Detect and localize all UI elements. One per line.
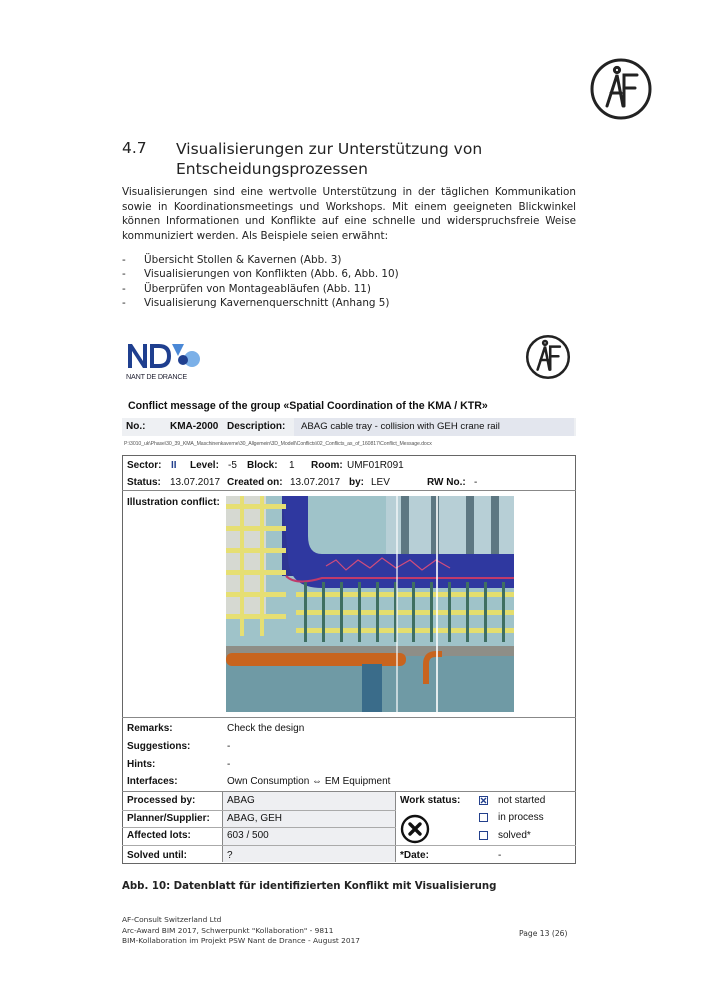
solved-label: Solved until: bbox=[127, 850, 187, 861]
footer-company: AF-Consult Switzerland Ltd bbox=[122, 915, 222, 924]
nant-de-drance-wordmark: NANT DE DRANCE bbox=[126, 372, 187, 381]
suggestions-label: Suggestions: bbox=[127, 741, 191, 752]
remarks-value: Check the design bbox=[227, 723, 305, 734]
lots-value: 603 / 500 bbox=[227, 830, 269, 841]
hints-label: Hints: bbox=[127, 759, 156, 770]
illustration-label: Illustration conflict: bbox=[127, 497, 220, 508]
not-started-label: not started bbox=[498, 795, 546, 806]
number-label: No.: bbox=[126, 421, 146, 432]
list-item: - Überprüfen von Montageabläufen (Abb. 11) bbox=[122, 282, 399, 296]
number-value: KMA-2000 bbox=[170, 421, 219, 432]
created-label: Created on: bbox=[227, 477, 283, 488]
af-logo-icon bbox=[590, 58, 652, 120]
room-value: UMF01R091 bbox=[347, 460, 404, 471]
by-value: LEV bbox=[371, 477, 390, 488]
conflict-illustration bbox=[226, 496, 514, 712]
list-item: - Visualisierung Kavernenquerschnitt (Anhang 5) bbox=[122, 296, 399, 310]
planner-value: ABAG, GEH bbox=[227, 813, 283, 824]
list-item: - Visualisierungen von Konflikten (Abb. 6, Abb. 10) bbox=[122, 267, 399, 281]
status-value: 13.07.2017 bbox=[170, 477, 221, 488]
footer-project: BIM-Kollaboration im Projekt PSW Nant de Drance - August 2017 bbox=[122, 936, 360, 945]
block-value: 1 bbox=[289, 460, 295, 471]
suggestions-value: - bbox=[227, 741, 231, 752]
date-value: - bbox=[498, 850, 502, 861]
processed-label: Processed by: bbox=[127, 795, 196, 806]
room-label: Room: bbox=[311, 460, 343, 471]
af-logo-small-icon bbox=[525, 334, 571, 380]
page-number: Page 13 (26) bbox=[519, 929, 568, 938]
level-label: Level: bbox=[190, 460, 219, 471]
in-process-label: in process bbox=[498, 812, 544, 823]
hints-value: - bbox=[227, 759, 231, 770]
list-item: - Übersicht Stollen & Kavernen (Abb. 3) bbox=[122, 253, 399, 267]
footer bbox=[122, 915, 360, 947]
figure-caption: Abb. 10: Datenblatt für identifizierten Konflikt mit Visualisierung bbox=[122, 881, 497, 892]
interfaces-value: Own Consumption ⇔ EM Equipment bbox=[227, 776, 391, 787]
work-status-label: Work status: bbox=[400, 795, 461, 806]
bullet-list bbox=[122, 253, 399, 310]
by-label: by: bbox=[349, 477, 364, 488]
block-label: Block: bbox=[247, 460, 278, 471]
divider bbox=[122, 845, 576, 846]
description-label: Description: bbox=[227, 421, 286, 432]
sector-label: Sector: bbox=[127, 460, 162, 471]
processed-value: ABAG bbox=[227, 795, 255, 806]
date-label: *Date: bbox=[400, 850, 429, 861]
interfaces-label: Interfaces: bbox=[127, 776, 178, 787]
file-path: P:\3010_uk\Phase\30_39_KMA_Maschinenkaverne\30_Allgemein\3D_Modell\Conflicts\02_Conflicts_as_of_160817\Conflict_Message.docx bbox=[124, 441, 432, 447]
solved-checkbox[interactable] bbox=[479, 831, 488, 840]
rwno-value: - bbox=[474, 477, 478, 488]
sector-value: II bbox=[171, 460, 177, 471]
solved-value: ? bbox=[227, 850, 233, 861]
cancel-circle-icon bbox=[400, 814, 430, 844]
solved-option-label: solved* bbox=[498, 830, 531, 841]
checkbox-cross-icon bbox=[480, 797, 487, 804]
section-number: 4.7 bbox=[122, 139, 147, 157]
planner-label: Planner/Supplier: bbox=[127, 813, 210, 824]
lots-label: Affected lots: bbox=[127, 830, 191, 841]
conflict-heading: Conflict message of the group «Spatial Coordination of the KMA / KTR» bbox=[128, 400, 488, 412]
divider bbox=[122, 490, 576, 491]
status-label: Status: bbox=[127, 477, 161, 488]
created-value: 13.07.2017 bbox=[290, 477, 341, 488]
divider bbox=[122, 810, 396, 811]
section-title: Visualisierungen zur Unterstützung von Entscheidungsprozessen bbox=[176, 140, 483, 178]
divider bbox=[122, 717, 576, 718]
in-process-checkbox[interactable] bbox=[479, 813, 488, 822]
remarks-label: Remarks: bbox=[127, 723, 173, 734]
not-started-checkbox[interactable] bbox=[479, 796, 488, 805]
description-value: ABAG cable tray - collision with GEH crane rail bbox=[301, 421, 500, 432]
footer-award: Arc-Award BIM 2017, Schwerpunkt "Kollaboration" - 9811 bbox=[122, 925, 334, 935]
intro-paragraph: Visualisierungen sind eine wertvolle Unterstützung in der täglichen Kommunikation sowie in Koordinationsmeetings und Workshops. Mit einem geeigneten Blickwinkel können Informationen und Konflikte auf eine schnelle und widerspruchsfreie Weise kommuniziert werden. Als Beispiele seien erwähnt: bbox=[122, 186, 576, 242]
divider bbox=[122, 827, 396, 828]
level-value: -5 bbox=[228, 460, 237, 471]
rwno-label: RW No.: bbox=[427, 477, 466, 488]
